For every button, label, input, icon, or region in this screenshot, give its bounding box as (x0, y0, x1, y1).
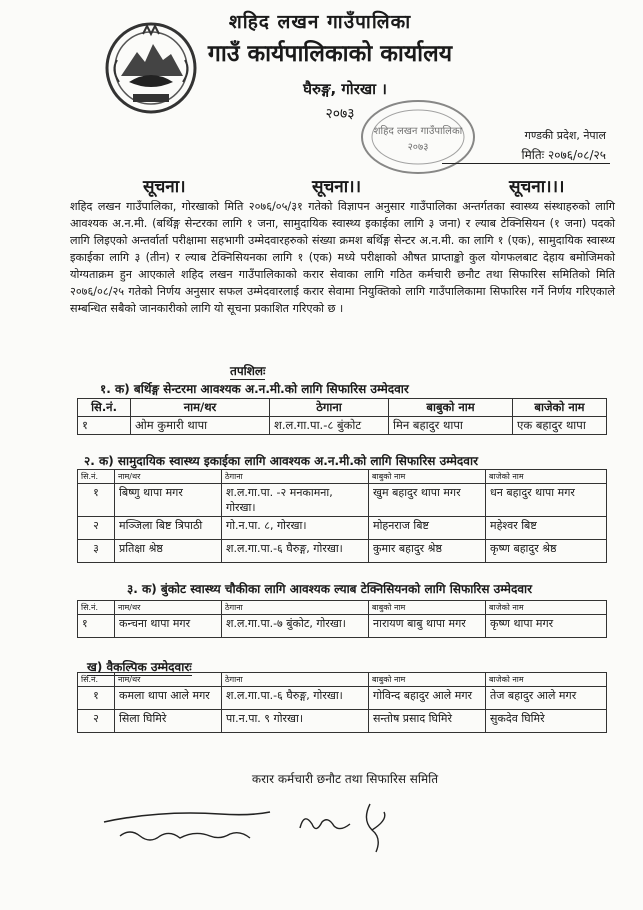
cell-name: ओम कुमारी थापा (131, 417, 270, 435)
cell-grandfather: धन बहादुर थापा मगर (486, 484, 607, 517)
cell-address: श.ल.गा.पा.-८ बुंकोट (270, 417, 389, 435)
table-row (78, 615, 607, 638)
cell-grandfather: सुकदेव घिमिरे (486, 710, 607, 733)
section-1-title: १. क) बर्थिङ्ग सेन्टरमा आवश्यक अ.न.मी.को लागि सिफारिस उम्मेदवार (100, 382, 409, 396)
cell-sn: २ (78, 517, 115, 540)
col-name: नाम/थर (115, 673, 222, 687)
details-label: तपशिलः (230, 364, 266, 378)
table-row (78, 417, 607, 435)
alternate-candidates-table (77, 672, 607, 733)
col-address: ठेगाना (222, 470, 369, 484)
cell-sn: ३ (78, 540, 115, 563)
cell-father: सन्तोष प्रसाद घिमिरे (369, 710, 486, 733)
col-sn: सि.नं. (78, 601, 115, 615)
cell-father: मोहनराज बिष्ट (369, 517, 486, 540)
notice-body: शहिद लखन गाउँपालिका, गोरखाको मिति २०७६/०५/३१ गतेको विज्ञापन अनुसार गाउँपालिका अन्तर्गतका स्वास्थ्य संस्थाहरुको लागि आवश्यक अ.न.मी. (बर्थिङ्ग सेन्टरका लागि १ जना, सामुदायिक स्वास्थ्य इकाईका लागि ३ जना) र ल्याब टेक्निसियन (१ जना) पदको लागि लिइएको अन्तर्वार्ता परीक्षामा सहभागी उम्मेदवारहरुको संख्या क्रमश बर्थिङ्ग सेन्टर अ.न.मी. का लागि १ (एक), सामुदायिक स्वास्थ्य इकाईका लागि ३ (तीन) र ल्याब टेक्निसियनका लागि १ (एक) मध्ये परीक्षाको औषत प्राप्ताङ्को कुल योगफलबाट देहाय बमोजिमको योग्यताक्रम हुन आएकाले शहिद लखन गाउँपालिकाको करार सेवाका लागि गठित कर्मचारी छनौट तथा सिफारिस समितिको मिति २०७६/०८/२५ गतेको निर्णय अनुसार सफल उम्मेदवारलाई करार सेवामा नियुक्तिको लागि गाउँपालिकामा सिफारिस गर्ने निर्णय गरिएकाले सम्बन्धित सबैको जानकारीको लागि यो सूचना प्रकाशित गरिएको छ । (70, 200, 615, 315)
section-1-table (77, 398, 607, 435)
section-3-title: ३. क) बुंकोट स्वास्थ्य चौकीका लागि आवश्यक ल्याब टेक्निसियनको लागि सिफारिस उम्मेदवार (127, 582, 533, 596)
table-row (78, 540, 607, 563)
col-father: बाबुको नाम (369, 673, 486, 687)
cell-address: श.ल.गा.पा.-६ घैरुङ्ग, गोरखा। (222, 540, 369, 563)
table-row (78, 517, 607, 540)
svg-text:२०७३: २०७३ (407, 142, 429, 153)
cell-name: बिष्णु थापा मगर (115, 484, 222, 517)
section-3-table (77, 600, 607, 638)
notice-date: मितिः २०७६/०८/२५ (521, 148, 606, 162)
col-sn: सि.नं. (78, 399, 131, 417)
cell-father: खुम बहादुर थापा मगर (369, 484, 486, 517)
established-year: २०७३ (325, 106, 355, 122)
signatures-icon (100, 800, 420, 856)
cell-address: श.ल.गा.पा.-६ घैरुङ्ग, गोरखा। (222, 687, 369, 710)
cell-sn: १ (78, 615, 115, 638)
office-title: गाउँ कार्यपालिकाको कार्यालय (207, 41, 453, 67)
col-address: ठेगाना (270, 399, 389, 417)
cell-name: मञ्जिला बिष्ट त्रिपाठी (115, 517, 222, 540)
province-label: गण्डकी प्रदेश, नेपाल (524, 129, 606, 142)
cell-address: श.ल.गा.पा.-७ बुंकोट, गोरखा। (222, 615, 369, 638)
col-grandfather: बाजेको नाम (486, 673, 607, 687)
col-father: बाबुको नाम (369, 470, 486, 484)
col-grandfather: बाजेको नाम (486, 601, 607, 615)
cell-grandfather: कृष्ण बहादुर श्रेष्ठ (486, 540, 607, 563)
cell-grandfather: तेज बहादुर आले मगर (486, 687, 607, 710)
cell-sn: १ (78, 687, 115, 710)
cell-sn: २ (78, 710, 115, 733)
table-row (78, 687, 607, 710)
table-header-row (78, 673, 607, 687)
col-address: ठेगाना (222, 673, 369, 687)
committee-label: करार कर्मचारी छनौट तथा सिफारिस समिति (251, 772, 439, 786)
col-sn: सि.नं. (78, 470, 115, 484)
date-underline (442, 163, 610, 164)
cell-father: नारायण बाबु थापा मगर (369, 615, 486, 638)
office-name: शहिद लखन गाउँपालिका (228, 11, 412, 33)
cell-father: मिन बहादुर थापा (389, 417, 513, 435)
cell-grandfather: महेश्वर बिष्ट (486, 517, 607, 540)
table-row (78, 484, 607, 517)
svg-text:शहिद लखन गाउँपालिका: शहिद लखन गाउँपालिका (373, 126, 463, 137)
cell-address: गो.न.पा. ८, गोरखा। (222, 517, 369, 540)
col-father: बाबुको नाम (369, 601, 486, 615)
col-name: नाम/थर (115, 470, 222, 484)
office-address: घैरुङ्ग, गोरखा । (303, 80, 387, 98)
cell-name: कमला थापा आले मगर (115, 687, 222, 710)
table-row (78, 710, 607, 733)
cell-name: कन्चना थापा मगर (115, 615, 222, 638)
section-2-table (77, 469, 607, 563)
cell-sn: १ (78, 484, 115, 517)
nepal-emblem-icon (103, 20, 199, 116)
table-header-row (78, 601, 607, 615)
col-address: ठेगाना (222, 601, 369, 615)
notice-heading-3: सूचना।।। (509, 177, 565, 197)
cell-father: कुमार बहादुर श्रेष्ठ (369, 540, 486, 563)
notice-heading-1: सूचना। (143, 177, 186, 197)
cell-sn: १ (78, 417, 131, 435)
col-grandfather: बाजेको नाम (513, 399, 607, 417)
col-sn: सि.नं. (78, 673, 115, 687)
cell-grandfather: कृष्ण थापा मगर (486, 615, 607, 638)
col-grandfather: बाजेको नाम (486, 470, 607, 484)
col-name: नाम/थर (115, 601, 222, 615)
notice-heading-2: सूचना।। (312, 177, 362, 197)
col-father: बाबुको नाम (389, 399, 513, 417)
table-header-row (78, 399, 607, 417)
cell-name: सिला घिमिरे (115, 710, 222, 733)
cell-grandfather: एक बहादुर थापा (513, 417, 607, 435)
col-name: नाम/थर (131, 399, 270, 417)
cell-address: श.ल.गा.पा. -२ मनकामना, गोरखा। (222, 484, 369, 517)
cell-address: पा.न.पा. ९ गोरखा। (222, 710, 369, 733)
section-2-title: २. क) सामुदायिक स्वास्थ्य इकाईका लागि आवश्यक अ.न.मी.को लागि सिफारिस उम्मेदवार (84, 454, 478, 468)
alternate-candidates-title: ख) वैकल्पिक उम्मेदवारः (87, 660, 192, 674)
cell-name: प्रतिक्षा श्रेष्ठ (115, 540, 222, 563)
cell-father: गोविन्द बहादुर आले मगर (369, 687, 486, 710)
table-header-row (78, 470, 607, 484)
